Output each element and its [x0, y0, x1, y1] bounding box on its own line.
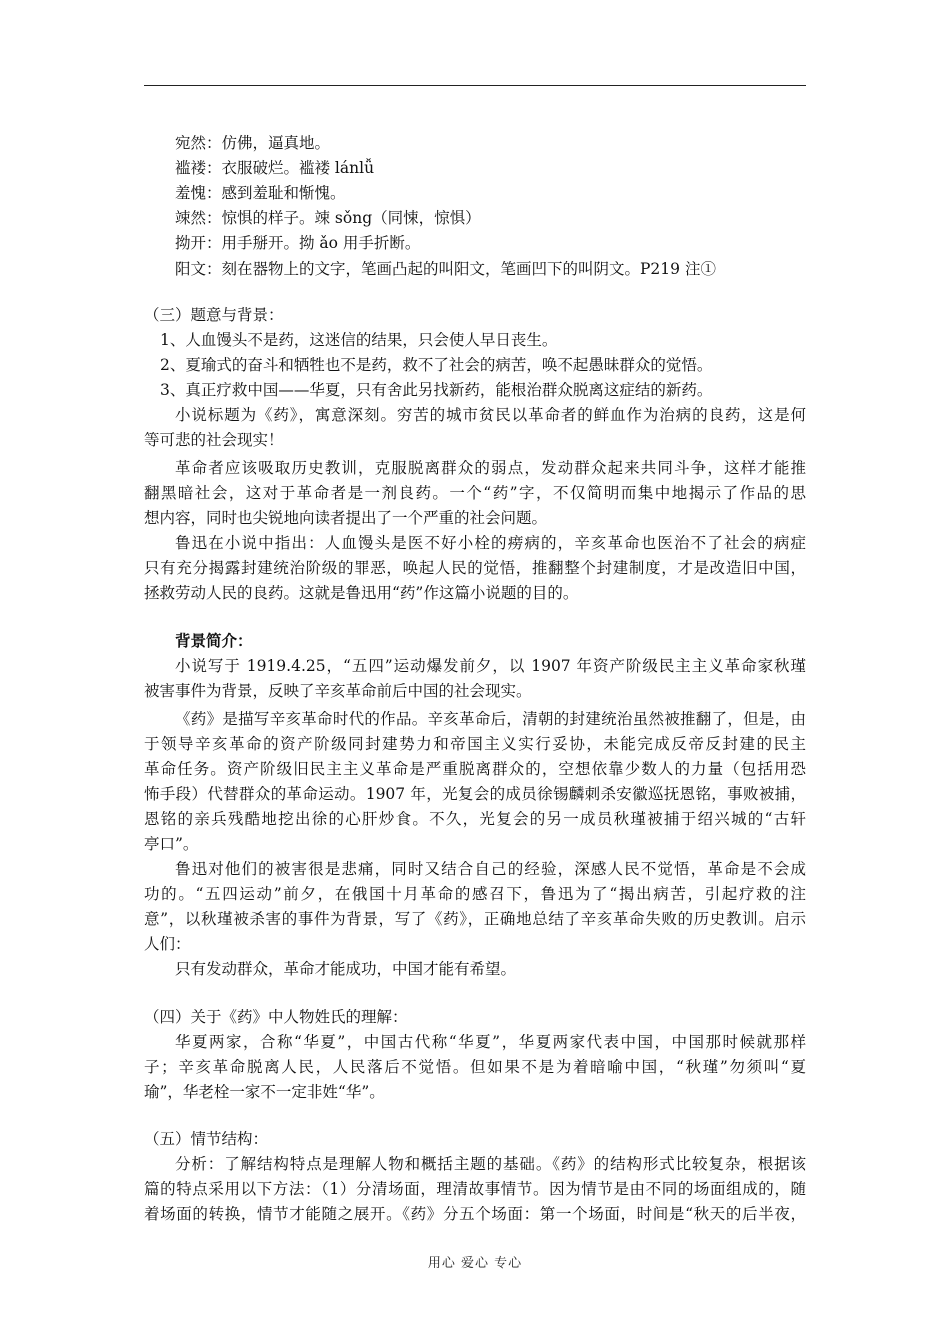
paragraph-line: 拯救劳动人民的良药。这就是鲁迅用“药”作这篇小说题的目的。 [144, 584, 579, 602]
paragraph-line: 恩铭的亲兵残酷地挖出徐的心肝炒食。不久，光复会的另一成员秋瑾被捕于绍兴城的“古轩 [144, 810, 806, 828]
section-heading: （五）情节结构： [144, 1130, 269, 1148]
gloss-line: 宛然：仿佛，逼真地。 [175, 134, 331, 152]
paragraph-line: 怖手段）代替群众的革命运动。1907 年，光复会的成员徐锡麟刺杀安徽巡抚恩铭，事败被捕， [144, 785, 806, 803]
section-heading: （三）题意与背景： [144, 306, 284, 324]
paragraph-line: 革命者应该吸取历史教训，克服脱离群众的弱点，发动群众起来共同斗争，这样才能推 [175, 459, 806, 477]
paragraph-line: 翻黑暗社会，这对于革命者是一剂良药。一个“药”字，不仅简明而集中地揭示了作品的思 [144, 484, 806, 502]
paragraph-line: 于领导辛亥革命的资产阶级同封建势力和帝国主义实行妥协，未能完成反帝反封建的民主 [144, 735, 806, 753]
paragraph-line: 小说写于 1919.4.25，“五四”运动爆发前夕，以 1907 年资产阶级民主主义革命家秋瑾 [175, 657, 806, 675]
header-rule [144, 85, 806, 86]
paragraph-line: 只有发动群众，革命才能成功，中国才能有希望。 [175, 960, 517, 978]
gloss-line: 羞愧：感到羞耻和惭愧。 [175, 184, 346, 202]
gloss-line: 拗开：用手掰开。拗 ǎo 用手折断。 [175, 234, 421, 252]
paragraph-line: 着场面的转换，情节才能随之展开。《药》分五个场面：第一个场面，时间是“秋天的后半夜， [144, 1205, 806, 1223]
paragraph-line: 亭口”。 [144, 835, 199, 853]
paragraph-line: 篇的特点采用以下方法：（1）分清场面，理清故事情节。因为情节是由不同的场面组成的，随 [144, 1180, 806, 1198]
gloss-line: 竦然：惊惧的样子。竦 sǒng（同悚，惊惧） [175, 209, 481, 227]
paragraph-line: 想内容，同时也尖锐地向读者提出了一个严重的社会问题。 [144, 509, 548, 527]
paragraph-line: 被害事件为背景，反映了辛亥革命前后中国的社会现实。 [144, 682, 532, 700]
paragraph-line: 鲁迅对他们的被害很是悲痛，同时又结合自己的经验，深感人民不觉悟，革命是不会成 [175, 860, 806, 878]
paragraph-line: 等可悲的社会现实！ [144, 431, 284, 449]
paragraph-line: 分析：了解结构特点是理解人物和概括主题的基础。《药》的结构形式比较复杂，根据该 [175, 1155, 806, 1173]
paragraph-line: 革命任务。资产阶级旧民主主义革命是严重脱离群众的，空想依靠少数人的力量（包括用恐 [144, 760, 806, 778]
paragraph-line: 只有充分揭露封建统治阶级的罪恶，唤起人民的觉悟，推翻整个封建制度，才是改造旧中国， [144, 559, 806, 577]
section-heading: （四）关于《药》中人物姓氏的理解： [144, 1008, 408, 1026]
paragraph-line: 功的。“五四运动”前夕，在俄国十月革命的感召下，鲁迅为了“揭出病苦，引起疗救的注 [144, 885, 806, 903]
point-item: 2、夏瑜式的奋斗和牺牲也不是药，救不了社会的病苦，唤不起愚昧群众的觉悟。 [160, 356, 713, 374]
point-item: 3、真正疗救中国——华夏，只有舍此另找新药，能根治群众脱离这症结的新药。 [160, 381, 713, 399]
paragraph-line: 瑜”，华老栓一家不一定非姓“华”。 [144, 1083, 385, 1101]
gloss-line: 褴褛：衣服破烂。褴褛 lánlǚ [175, 159, 375, 177]
paragraph-line: 华夏两家，合称“华夏”，中国古代称“华夏”，华夏两家代表中国，中国那时候就那样 [175, 1033, 806, 1051]
paragraph-line: 《药》是描写辛亥革命时代的作品。辛亥革命后，清朝的封建统治虽然被推翻了，但是，由 [175, 710, 806, 728]
gloss-line: 阳文：刻在器物上的文字，笔画凸起的叫阳文，笔画凹下的叫阴文。P219 注① [175, 260, 716, 278]
paragraph-line: 人们： [144, 935, 191, 953]
paragraph-line: 小说标题为《药》，寓意深刻。穷苦的城市贫民以革命者的鲜血作为治病的良药，这是何 [175, 406, 806, 424]
section-heading: 背景简介： [175, 631, 253, 650]
point-item: 1、人血馒头不是药，这迷信的结果，只会使人早日丧生。 [160, 331, 558, 349]
paragraph-line: 子；辛亥革命脱离人民，人民落后不觉悟。但如果不是为着暗喻中国，“秋瑾”勿须叫“夏 [144, 1058, 806, 1076]
paragraph-line: 意”，以秋瑾被杀害的事件为背景，写了《药》，正确地总结了辛亥革命失败的历史教训。启示 [144, 910, 806, 928]
paragraph-line: 鲁迅在小说中指出：人血馒头是医不好小栓的痨病的，辛亥革命也医治不了社会的病症 [175, 534, 806, 552]
page-footer: 用心 爱心 专心 [427, 1256, 523, 1271]
